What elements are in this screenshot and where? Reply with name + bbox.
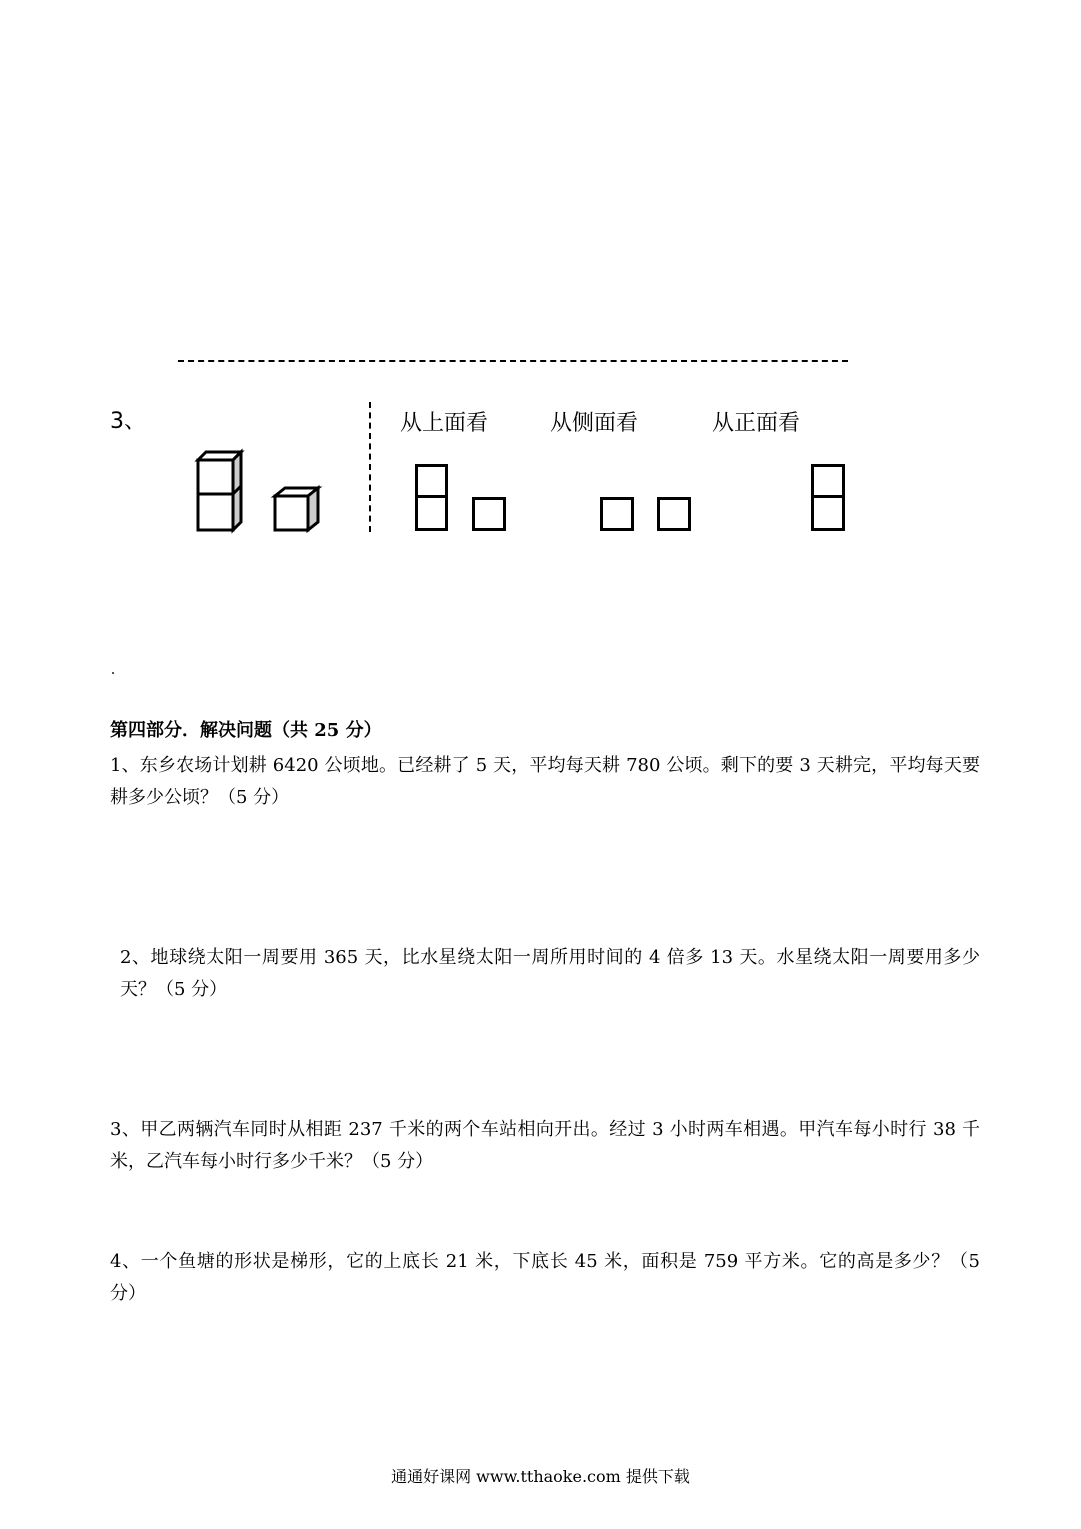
side-view-square-left (600, 497, 634, 531)
stacked-cubes-figure (198, 452, 241, 530)
problem-1: 1、东乡农场计划耕 6420 公顷地。已经耕了 5 天，平均每天耕 780 公顷。剩下的要 3 天耕完，平均每天要耕多少公顷？（5 分） (110, 755, 980, 808)
single-cube-figure (275, 488, 318, 530)
view-label-top: 从上面看 (400, 411, 489, 436)
top-view-square-lower (415, 495, 448, 531)
problem-4: 4、一个鱼塘的形状是梯形，它的上底长 21 米，下底长 45 米，面积是 759 平方米。它的高是多少？（5 分） (110, 1251, 980, 1304)
problem-3: 3、甲乙两辆汽车同时从相距 237 千米的两个车站相向开出。经过 3 小时两车相遇。甲汽车每小时行 38 千米，乙汽车每小时行多少千米？（5 分） (110, 1119, 980, 1172)
top-view-square-single (472, 497, 506, 531)
top-view-square-upper (415, 464, 448, 498)
footer-credit: 通通好课网 www.tthaoke.com 提供下载 (391, 1467, 690, 1486)
cube-figure (190, 448, 330, 538)
front-view-square-upper (811, 464, 845, 498)
view-label-side: 从侧面看 (550, 411, 639, 436)
vertical-dashed-divider (369, 402, 371, 532)
separator-dashed-line (178, 360, 848, 362)
part-4-title: 第四部分．解决问题（共 25 分） (110, 720, 382, 741)
side-view-square-right (657, 497, 691, 531)
problem-2: 2、地球绕太阳一周要用 365 天，比水星绕太阳一周所用时间的 4 倍多 13 天。水星绕太阳一周要用多少天？（5 分） (120, 947, 980, 1000)
front-view-square-lower (811, 495, 845, 531)
question-3-number: 3、 (110, 409, 146, 434)
stray-dot (112, 672, 114, 674)
view-label-front: 从正面看 (712, 411, 801, 436)
